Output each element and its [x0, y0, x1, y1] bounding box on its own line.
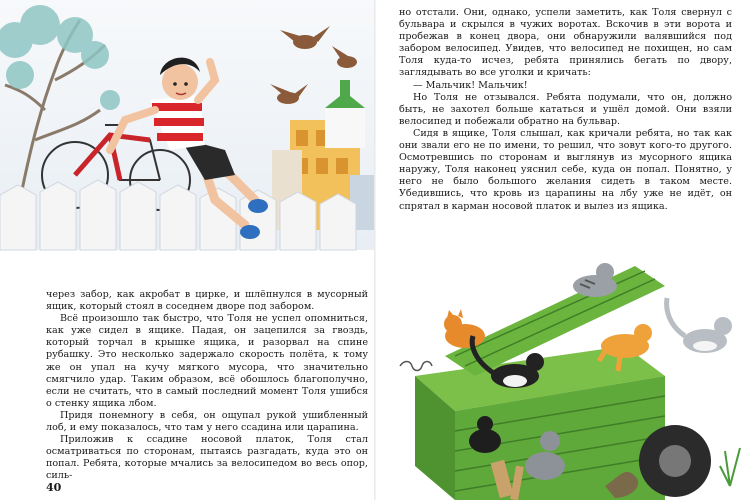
paragraph: но отстали. Они, однако, успели заметить, как Толя свернул с бульвара и скрылся в чужих воротах. Вскочив в эти ворота и пробежав в конец двора, они обнаружили валявшийся под забором велосипед. Увидев, что велосипед не похищен, но сам Толя куда-то исчез, ребята принялись бегать по двору, заглядывать во все уголки и кричать: [399, 7, 732, 79]
paragraph: Всё произошло так быстро, что Толя не успел опомниться, как уже сидел в ящике. Падая, он зацепился за гвоздь, который торчал в крышке ящика, и разорвал на спине рубашку. Это несколько задержало скорость полёта, к тому же он упал на кучу мягкого мусора, что значительно смягчило удар. Таким образом, всё обошлось благополучно, если не считать, что в самый последний момент Толя ушибся о стенку ящика лбом. [46, 313, 368, 409]
paragraph: Приложив к ссадине носовой платок, Толя стал осматриваться по сторонам, пытаясь разгадать, куда это он попал. Ребята, которые мчались за велосипедом во весь опор, силь- [46, 434, 368, 482]
paragraph: Придя понемногу в себя, он ощупал рукой ушибленный лоб, и ему показалось, что там у него ссадина или царапина. [46, 409, 368, 434]
paragraph: Но Толя не отзывался. Ребята подумали, что он, должно быть, не захотел больше кататься и ушёл домой. Они взяли велосипед и побежали обратно на бульвар. [399, 91, 732, 127]
page-number: 40 [46, 481, 62, 494]
cats-and-trash-box-illustration [375, 236, 750, 500]
right-page-text [399, 7, 732, 213]
paragraph: — Мальчик! Мальчик! [413, 79, 528, 91]
paragraph: через забор, как акробат в цирке, и шлёпнулся в мусорный ящик, который стоял в соседнем дворе под забором. [46, 289, 368, 313]
left-page-text [46, 289, 368, 483]
boy-flying-over-fence-illustration [0, 0, 375, 272]
right-page [375, 0, 750, 500]
paragraph: Сидя в ящике, Толя слышал, как кричали ребята, но так как они звали его не по имени, то решил, что зовут кого-то другого. Осмотревшись по сторонам и выглянув из мусорного ящика наружу, Толя наконец уяснил себе, куда он попал. Понятно, у него не было большого желания сидеть в таком месте. Убедившись, что кровь из царапины на лбу уже не идёт, он спрятал в карман носовой платок и вылез из ящика. [399, 127, 732, 212]
